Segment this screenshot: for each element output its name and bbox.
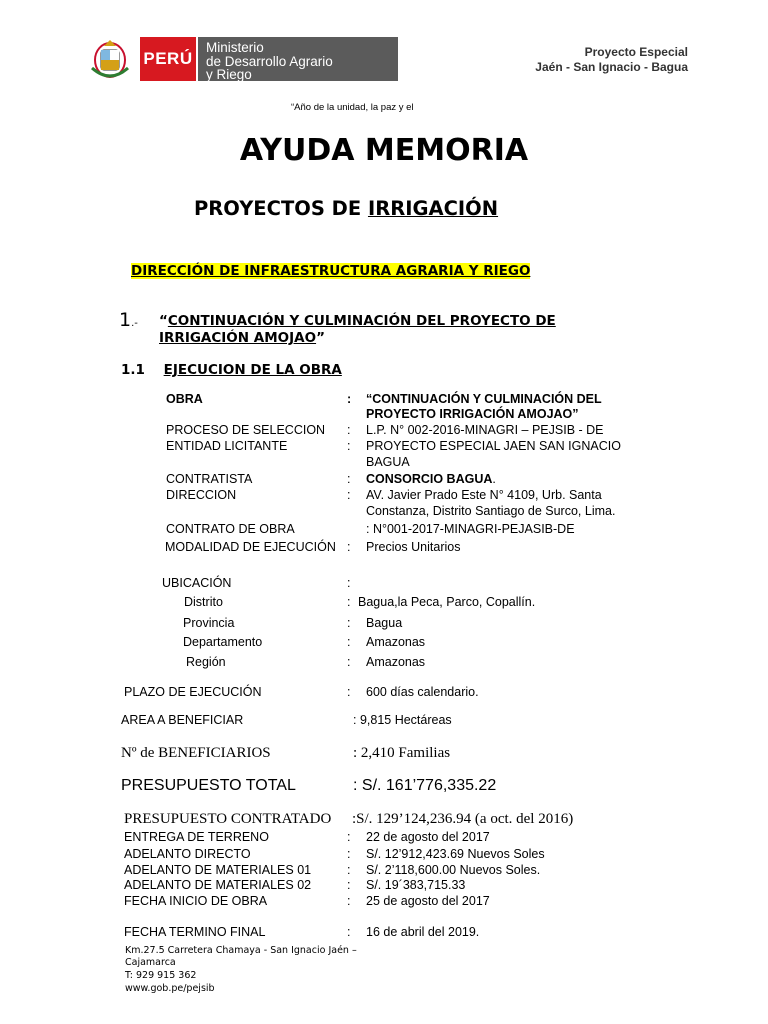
region-value: Amazonas (366, 655, 426, 669)
colon: : (347, 488, 351, 502)
proceso-value: L.P. N° 002-2016-MINAGRI – PEJSIB - DE (366, 423, 604, 437)
modalidad-label: MODALIDAD DE EJECUCIÓN (165, 540, 336, 554)
document-subtitle (194, 197, 498, 220)
contratado-label: PRESUPUESTO CONTRATADO (124, 811, 332, 827)
colon: : (347, 830, 351, 844)
contrato-value: : N°001-2017-MINAGRI-PEJASIB-DE (366, 522, 575, 536)
distrito-value: Bagua,la Peca, Parco, Copallín. (358, 595, 536, 609)
presupuesto-label: PRESUPUESTO TOTAL (121, 777, 296, 794)
colon: : (347, 472, 351, 486)
subsection-number: 1.1 (121, 362, 145, 378)
termino-label: FECHA TERMINO FINAL (124, 925, 266, 939)
subtitle-part-2: IRRIGACIÓN (367, 197, 499, 220)
contratista-value (366, 472, 496, 488)
colon: : (347, 655, 351, 669)
colon: : (347, 576, 351, 590)
ministry-line: y Riego (206, 67, 252, 82)
departamento-value: Amazonas (366, 635, 426, 649)
colon: : (347, 863, 351, 877)
distrito-label: Distrito (184, 595, 223, 609)
obra-value-1: “CONTINUACIÓN Y CULMINACIÓN DEL (366, 392, 602, 406)
direction-text: DIRECCIÓN DE INFRAESTRUCTURA AGRARIA Y RIEGO (131, 263, 531, 279)
section-title-text-1: CONTINUACIÓN Y CULMINACIÓN DEL PROYECTO DE (167, 313, 556, 329)
entrega-value: 22 de agosto del 2017 (366, 830, 490, 844)
obra-value-2: PROYECTO IRRIGACIÓN AMOJAO” (366, 407, 579, 421)
contrato-label: CONTRATO DE OBRA (166, 522, 295, 536)
colon: : (347, 595, 351, 609)
colon: : (347, 635, 351, 649)
contratista-label: CONTRATISTA (166, 472, 253, 486)
colon: : (347, 423, 351, 437)
obra-label: OBRA (166, 392, 203, 406)
ministry-name-box (198, 37, 398, 81)
direccion-label: DIRECCION (166, 488, 237, 502)
footer-phone: T: 929 915 362 (125, 970, 197, 981)
adelanto-value: S/. 12’912,423.69 Nuevos Soles (366, 847, 545, 861)
entidad-value-1: PROYECTO ESPECIAL JAEN SAN IGNACIO (366, 439, 621, 453)
subsection-title: EJECUCION DE LA OBRA (163, 362, 342, 378)
area-label: AREA A BENEFICIAR (121, 713, 244, 727)
area-value: : 9,815 Hectáreas (353, 713, 452, 727)
provincia-value: Bagua (366, 616, 403, 630)
colon: : (347, 439, 351, 453)
peru-brand-box (140, 37, 196, 81)
provincia-label: Provincia (183, 616, 235, 630)
project-name-line-2: Jaén - San Ignacio - Bagua (535, 60, 688, 74)
section-num-suffix: .- (131, 318, 138, 329)
contratista-dot: . (492, 472, 496, 486)
colon: : (347, 894, 351, 908)
inicio-value: 25 de agosto del 2017 (366, 894, 490, 908)
entidad-value-2: BAGUA (366, 455, 410, 469)
peru-label: PERÚ (143, 49, 193, 68)
colon: : (347, 540, 351, 554)
subsection-heading (121, 362, 342, 378)
region-label: Región (186, 655, 226, 669)
departamento-label: Departamento (183, 635, 263, 649)
colon: : (347, 616, 351, 630)
entidad-label: ENTIDAD LICITANTE (166, 439, 288, 453)
section-title-line-1 (159, 313, 706, 329)
section-title-text-2: IRRIGACIÓN AMOJAO (159, 330, 317, 346)
contratado-value: :S/. 129’124,236.94 (a oct. del 2016) (352, 811, 574, 827)
section-title-line-2 (159, 330, 325, 346)
colon: : (347, 878, 351, 892)
footer-address-2: Cajamarca (125, 957, 176, 968)
direccion-value-2: Constanza, Distrito Santiago de Surco, Lima. (366, 504, 616, 518)
inicio-label: FECHA INICIO DE OBRA (124, 894, 268, 908)
benef-value: : 2,410 Familias (353, 745, 451, 761)
plazo-label: PLAZO DE EJECUCIÓN (124, 685, 262, 699)
ministry-line: Ministerio (206, 40, 264, 55)
adelanto-label: ADELANTO DIRECTO (124, 847, 251, 861)
mat2-label: ADELANTO DE MATERIALES 02 (124, 878, 312, 892)
section-num: 1 (119, 309, 132, 331)
plazo-value: 600 días calendario. (366, 685, 479, 699)
section-number (119, 309, 138, 331)
footer-address-1: Km.27.5 Carretera Chamaya - San Ignacio Jaén – (125, 945, 357, 956)
colon: : (347, 925, 351, 939)
entrega-label: ENTREGA DE TERRENO (124, 830, 269, 844)
year-motto: “Año de la unidad, la paz y el (291, 102, 414, 113)
ministry-line: de Desarrollo Agrario (206, 53, 333, 69)
close-quote: ” (316, 330, 325, 346)
colon: : (347, 392, 352, 406)
colon: : (347, 847, 351, 861)
mat1-value: S/. 2’118,600.00 Nuevos Soles. (366, 863, 541, 877)
mat2-value: S/. 19´383,715.33 (366, 878, 466, 892)
benef-label: Nº de BENEFICIARIOS (121, 745, 271, 761)
proceso-label: PROCESO DE SELECCION (166, 423, 326, 437)
coat-of-arms-icon (86, 38, 134, 82)
ministry-logo (78, 36, 398, 82)
subtitle-part-1: PROYECTOS DE (194, 197, 362, 220)
termino-value: 16 de abril del 2019. (366, 925, 480, 939)
document-title: AYUDA MEMORIA (239, 133, 529, 168)
direction-heading (131, 263, 530, 279)
mat1-label: ADELANTO DE MATERIALES 01 (124, 863, 312, 877)
contratista-name: CONSORCIO BAGUA (366, 472, 493, 486)
modalidad-value: Precios Unitarios (366, 540, 461, 554)
direccion-value-1: AV. Javier Prado Este N° 4109, Urb. Santa (366, 488, 602, 502)
project-name-line-1: Proyecto Especial (584, 45, 688, 59)
colon: : (347, 685, 351, 699)
open-quote: “ (159, 313, 168, 329)
ubicacion-label: UBICACIÓN (162, 576, 232, 590)
footer-web: www.gob.pe/pejsib (125, 983, 215, 994)
presupuesto-value: : S/. 161’776,335.22 (353, 777, 497, 794)
